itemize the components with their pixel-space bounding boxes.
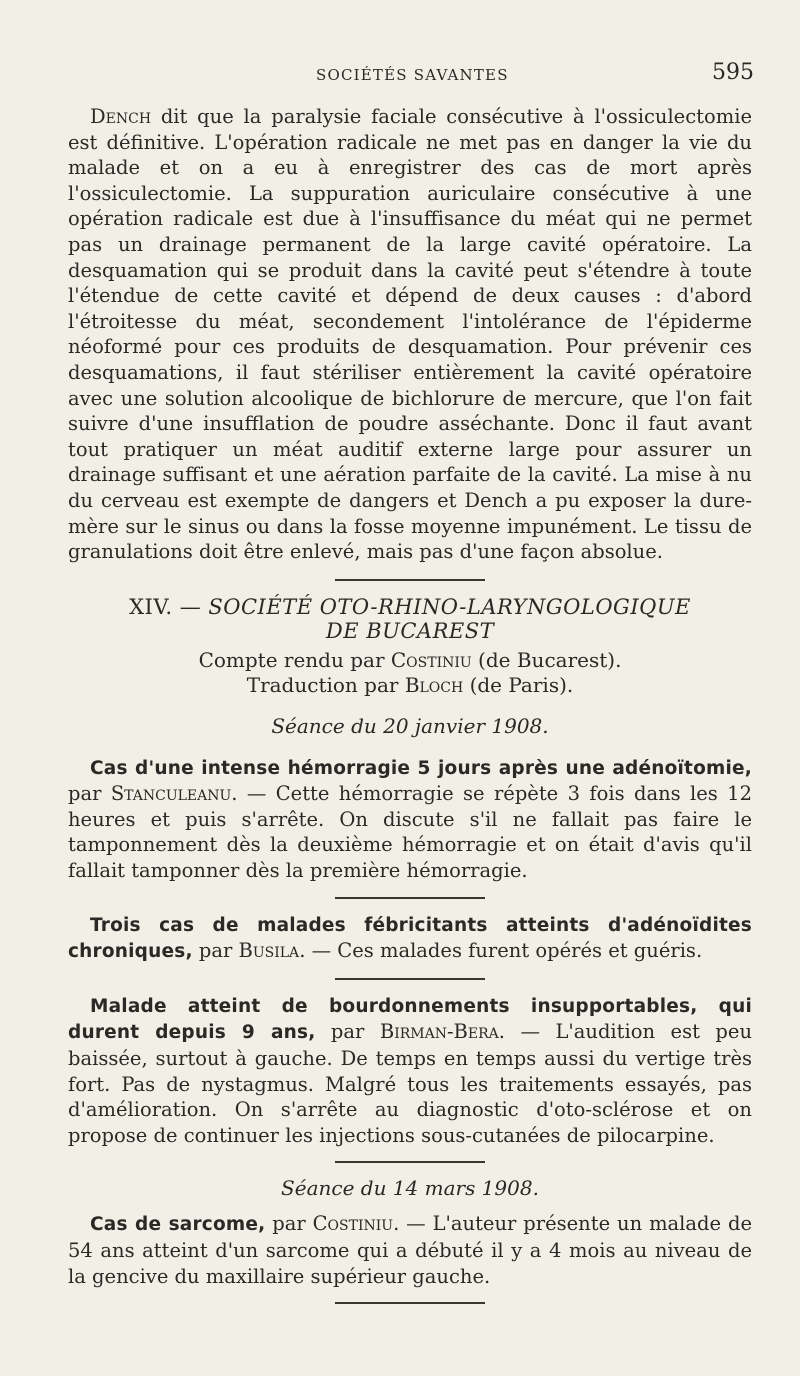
report-author: Costiniu bbox=[390, 647, 472, 672]
page-header bbox=[0, 58, 800, 94]
session-divider bbox=[335, 1161, 485, 1163]
report-credit: Compte rendu par Costiniu (de Bucarest). bbox=[198, 647, 622, 672]
page-body bbox=[68, 104, 752, 1304]
continuation-paragraph bbox=[68, 104, 752, 565]
paragraph-text: dit que la paralysie faciale consécutive à l'ossiculectomie est définitive. L'opération radicale ne met pas en danger la vie du malade et on a eu à enregistrer des cas de mort après l'ossiculectomie. La suppuration auriculaire consécutive à une opération radicale est due à l'insuffisance du méat qui ne permet pas un drainage permanent de la large cavité opératoire. La desquamation qui se produit dans la cavité peut s'étendre à toute l'étendue de cette cavité et dépend de deux causes : d'abord l'étroitesse du méat, secondement l'intolérance de l'épiderme néoformé pour ces produits de desquamation. Pour prévenir ces desquamations, il faut stériliser entièrement la cavité opératoire avec une solution alcoolique de bichlorure de mercure, que l'on fait suivre d'une insufflation de poudre asséchante. Donc il faut avant tout pratiquer un méat auditif externe large pour assurer un drainage suffisant et une aération parfaite de la cavité. La mise à nu du cerveau est exempte de dangers et Dench a pu exposer la dure-mère sur le sinus ou dans la fosse moyenne impunément. Le tissu de granulations doit être enlevé, mais pas d'une façon absolue. bbox=[68, 105, 752, 564]
case-author: Costiniu bbox=[312, 1212, 394, 1236]
case-paragraph: Cas de sarcome, par Costiniu. — L'auteur présente un malade de 54 ans atteint d'un sarcome qui a débuté il y a 4 mois au niveau de la gencive du maxillaire supérieur gauche. bbox=[68, 1212, 753, 1288]
translation-author: Bloch bbox=[404, 672, 464, 697]
section-number: XIV. — bbox=[129, 594, 209, 619]
case-paragraph: Malade atteint de bourdonnements insupportables, qui durent depuis 9 ans, par Birman-Bera. — L'audition est peu baissée, surtout à gauche. De temps en temps aussi du vertige très fort. Pas de nystagmus. Malgré tous les traitements essayés, pas d'amélioration. On s'arrête au diagnostic d'oto-sclérose et on propose de continuer les injections sous-cutanées de pilocarpine. bbox=[68, 995, 753, 1147]
translation-credit: Traduction par Bloch (de Paris). bbox=[246, 672, 574, 697]
case-paragraph: Trois cas de malades fébricitants atteints d'adénoïdites chroniques, par Busila. — Ces malades furent opérés et guéris. bbox=[68, 914, 752, 963]
case-title: Cas de sarcome, bbox=[90, 1214, 266, 1236]
end-divider bbox=[335, 1302, 485, 1304]
case-author: Stanculeanu bbox=[110, 782, 232, 806]
section-heading bbox=[68, 595, 752, 698]
case-divider bbox=[335, 978, 485, 980]
case-paragraph: Cas d'une intense hémorragie 5 jours après une adénoïtomie, par Stanculeanu. — Cette hémorragie se répète 3 fois dans les 12 heures et puis s'arrête. On discute s'il ne fallait pas faire le tamponnement dès la deuxième hémorragie et on était d'avis qu'il fallait tamponner dès la première hémorragie. bbox=[68, 757, 752, 883]
section-title-line1: SOCIÉTÉ OTO-RHINO-LARYNGOLOGIQUE bbox=[208, 594, 691, 619]
case-title: Cas d'une intense hémorragie 5 jours après une adénoïtomie, bbox=[90, 757, 752, 779]
session-title: Séance du 14 mars 1908. bbox=[281, 1176, 539, 1201]
case-text: . — L'audition est peu baissée, surtout à gauche. De temps en temps aussi du vertige très fort. Pas de nystagmus. Malgré tous les traitements essayés, pas d'amélioration. On s'arrête au diagnostic d'oto-sclérose et on propose de continuer les injections sous-cutanées de pilocarpine. bbox=[68, 1020, 753, 1147]
case-title: Malade atteint de bourdonnements insupportables, qui durent depuis 9 ans, bbox=[68, 995, 752, 1044]
case-title: Trois cas de malades fébricitants atteints d'adénoïdites chroniques, bbox=[68, 914, 752, 963]
case-divider bbox=[335, 897, 485, 899]
case-text: . — Cette hémorragie se répète 3 fois dans les 12 heures et puis s'arrête. On discute s'il ne fallait pas faire le tamponnement dès la deuxième hémorragie et on était d'avis qu'il fallait tamponner dès la première hémorragie. bbox=[68, 782, 752, 883]
case-author: Birman-Bera bbox=[379, 1020, 499, 1044]
author-name: Dench bbox=[90, 105, 152, 128]
case-text: . — Ces malades furent opérés et guéris. bbox=[299, 939, 703, 963]
case-author: Busila bbox=[238, 939, 300, 963]
section-divider bbox=[335, 579, 485, 581]
section-title-line2: DE BUCAREST bbox=[325, 618, 495, 643]
page-number: 595 bbox=[712, 60, 754, 85]
running-head: SOCIÉTÉS SAVANTES bbox=[316, 66, 509, 84]
case-text: . — L'auteur présente un malade de 54 ans atteint d'un sarcome qui a débuté il y a 4 mois au niveau de la gencive du maxillaire supérieur gauche. bbox=[68, 1212, 753, 1288]
session-title: Séance du 20 janvier 1908. bbox=[271, 713, 549, 738]
